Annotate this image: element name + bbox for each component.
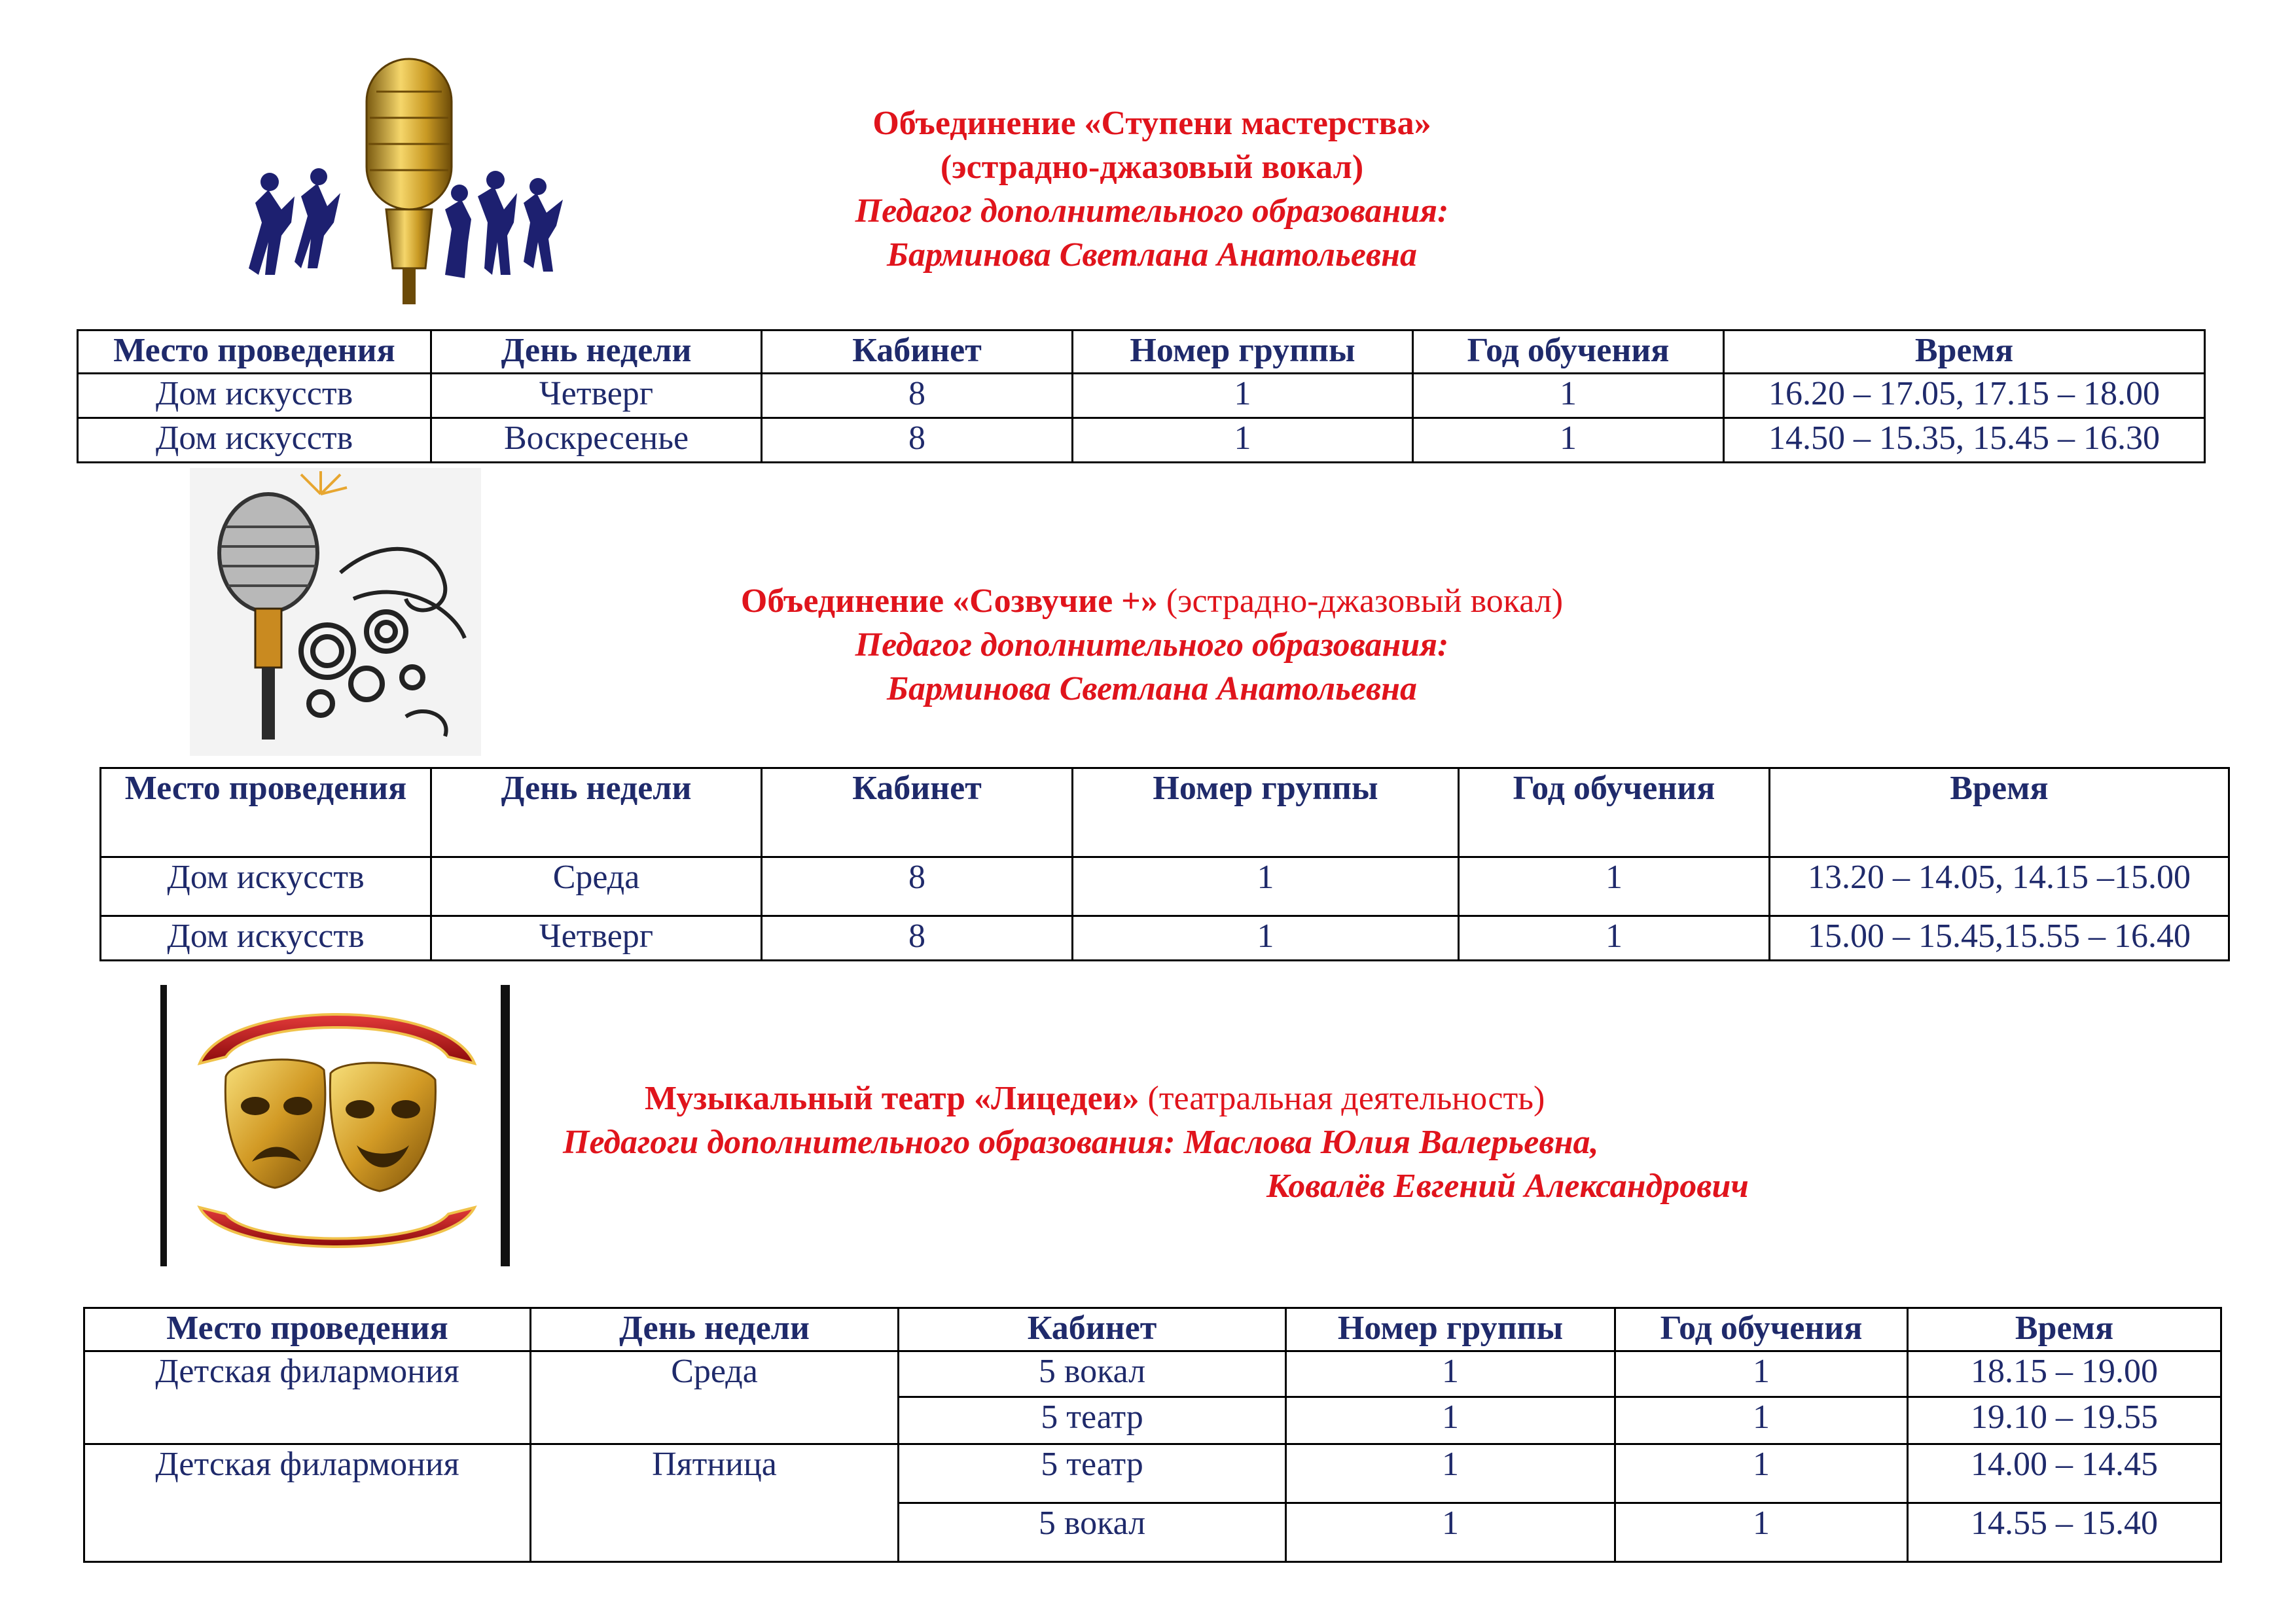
cell-group: 1	[1286, 1397, 1615, 1444]
section2-teacher-label: Педагог дополнительного образования:	[855, 626, 1449, 664]
cell-group: 1	[1286, 1444, 1615, 1503]
section1-heading	[720, 101, 1584, 277]
header-year: Год обучения	[1615, 1308, 1908, 1351]
cell-year: 1	[1459, 857, 1770, 916]
cell-time: 14.55 – 15.40	[1908, 1503, 2221, 1562]
cell-room: 8	[762, 374, 1073, 418]
cell-time: 16.20 – 17.05, 17.15 – 18.00	[1724, 374, 2205, 418]
cell-room: 8	[762, 916, 1073, 961]
cell-year: 1	[1413, 374, 1724, 418]
table-row	[78, 418, 2205, 463]
header-room: Кабинет	[899, 1308, 1286, 1351]
cell-year: 1	[1615, 1351, 1908, 1397]
cell-day: Пятница	[531, 1444, 899, 1562]
header-day: День недели	[431, 768, 762, 857]
section2-teacher-name: Барминова Светлана Анатольевна	[886, 670, 1418, 707]
cell-year: 1	[1459, 916, 1770, 961]
table-header-row	[78, 330, 2205, 374]
header-place: Место проведения	[84, 1308, 531, 1351]
header-place: Место проведения	[78, 330, 431, 374]
table-row	[101, 857, 2229, 916]
cell-place: Детская филармония	[84, 1351, 531, 1444]
cell-time: 18.15 – 19.00	[1908, 1351, 2221, 1397]
header-time: Время	[1770, 768, 2229, 857]
cell-group: 1	[1286, 1503, 1615, 1562]
section2-title: Объединение «Созвучие +»	[740, 582, 1158, 620]
header-room: Кабинет	[762, 768, 1073, 857]
theatre-masks-image	[160, 985, 514, 1266]
cell-time: 19.10 – 19.55	[1908, 1397, 2221, 1444]
table-row	[78, 374, 2205, 418]
header-room: Кабинет	[762, 330, 1073, 374]
cell-day: Среда	[531, 1351, 899, 1444]
section2-subtitle: (эстрадно-джазовый вокал)	[1157, 582, 1564, 620]
section2-heading	[655, 579, 1649, 711]
header-time: Время	[1724, 330, 2205, 374]
cell-year: 1	[1615, 1444, 1908, 1503]
section1-subtitle: (эстрадно-джазовый вокал)	[940, 149, 1364, 186]
cell-group: 1	[1073, 418, 1413, 463]
cell-room: 5 вокал	[899, 1351, 1286, 1397]
cell-place: Детская филармония	[84, 1444, 531, 1562]
cell-room: 5 вокал	[899, 1503, 1286, 1562]
header-day: День недели	[431, 330, 762, 374]
header-time: Время	[1908, 1308, 2221, 1351]
header-year: Год обучения	[1459, 768, 1770, 857]
table-header-row	[101, 768, 2229, 857]
section3-subtitle: (театральная деятельность)	[1139, 1080, 1545, 1117]
cell-group: 1	[1073, 916, 1459, 961]
cell-room: 8	[762, 418, 1073, 463]
table-row	[84, 1351, 2221, 1397]
section1-schedule-table	[77, 329, 2206, 463]
section2-schedule-table	[99, 767, 2230, 961]
cell-day: Четверг	[431, 916, 762, 961]
cell-day: Воскресенье	[431, 418, 762, 463]
cell-day: Среда	[431, 857, 762, 916]
section1-teacher-label: Педагог дополнительного образования:	[855, 192, 1449, 230]
section3-teacher-name: Ковалёв Евгений Александрович	[1266, 1168, 1749, 1205]
cell-place: Дом искусств	[78, 418, 431, 463]
section3-teacher-label: Педагоги дополнительного образования: Маслова Юлия Валерьевна,	[563, 1124, 1599, 1161]
section1-teacher-name: Барминова Светлана Анатольевна	[886, 236, 1418, 274]
cell-room: 5 театр	[899, 1444, 1286, 1503]
cell-place: Дом искусств	[101, 916, 431, 961]
cell-group: 1	[1286, 1351, 1615, 1397]
cell-room: 5 театр	[899, 1397, 1286, 1444]
table-header-row	[84, 1308, 2221, 1351]
cell-year: 1	[1615, 1503, 1908, 1562]
header-group: Номер группы	[1073, 768, 1459, 857]
cell-day: Четверг	[431, 374, 762, 418]
table-row	[101, 916, 2229, 961]
retro-microphone-image	[190, 468, 481, 756]
cell-time: 14.50 – 15.35, 15.45 – 16.30	[1724, 418, 2205, 463]
cell-year: 1	[1615, 1397, 1908, 1444]
section3-title: Музыкальный театр «Лицедеи»	[645, 1080, 1139, 1117]
header-group: Номер группы	[1286, 1308, 1615, 1351]
cell-time: 13.20 – 14.05, 14.15 –15.00	[1770, 857, 2229, 916]
header-place: Место проведения	[101, 768, 431, 857]
header-day: День недели	[531, 1308, 899, 1351]
cell-place: Дом искусств	[101, 857, 431, 916]
cell-year: 1	[1413, 418, 1724, 463]
microphone-dancers-image	[236, 52, 576, 308]
cell-time: 15.00 – 15.45,15.55 – 16.40	[1770, 916, 2229, 961]
header-year: Год обучения	[1413, 330, 1724, 374]
table-row	[84, 1444, 2221, 1503]
section3-schedule-table	[83, 1307, 2222, 1563]
cell-place: Дом искусств	[78, 374, 431, 418]
header-group: Номер группы	[1073, 330, 1413, 374]
cell-group: 1	[1073, 374, 1413, 418]
section3-heading	[563, 1077, 1833, 1208]
cell-group: 1	[1073, 857, 1459, 916]
section1-title: Объединение «Ступени мастерства»	[872, 105, 1431, 142]
cell-room: 8	[762, 857, 1073, 916]
cell-time: 14.00 – 14.45	[1908, 1444, 2221, 1503]
